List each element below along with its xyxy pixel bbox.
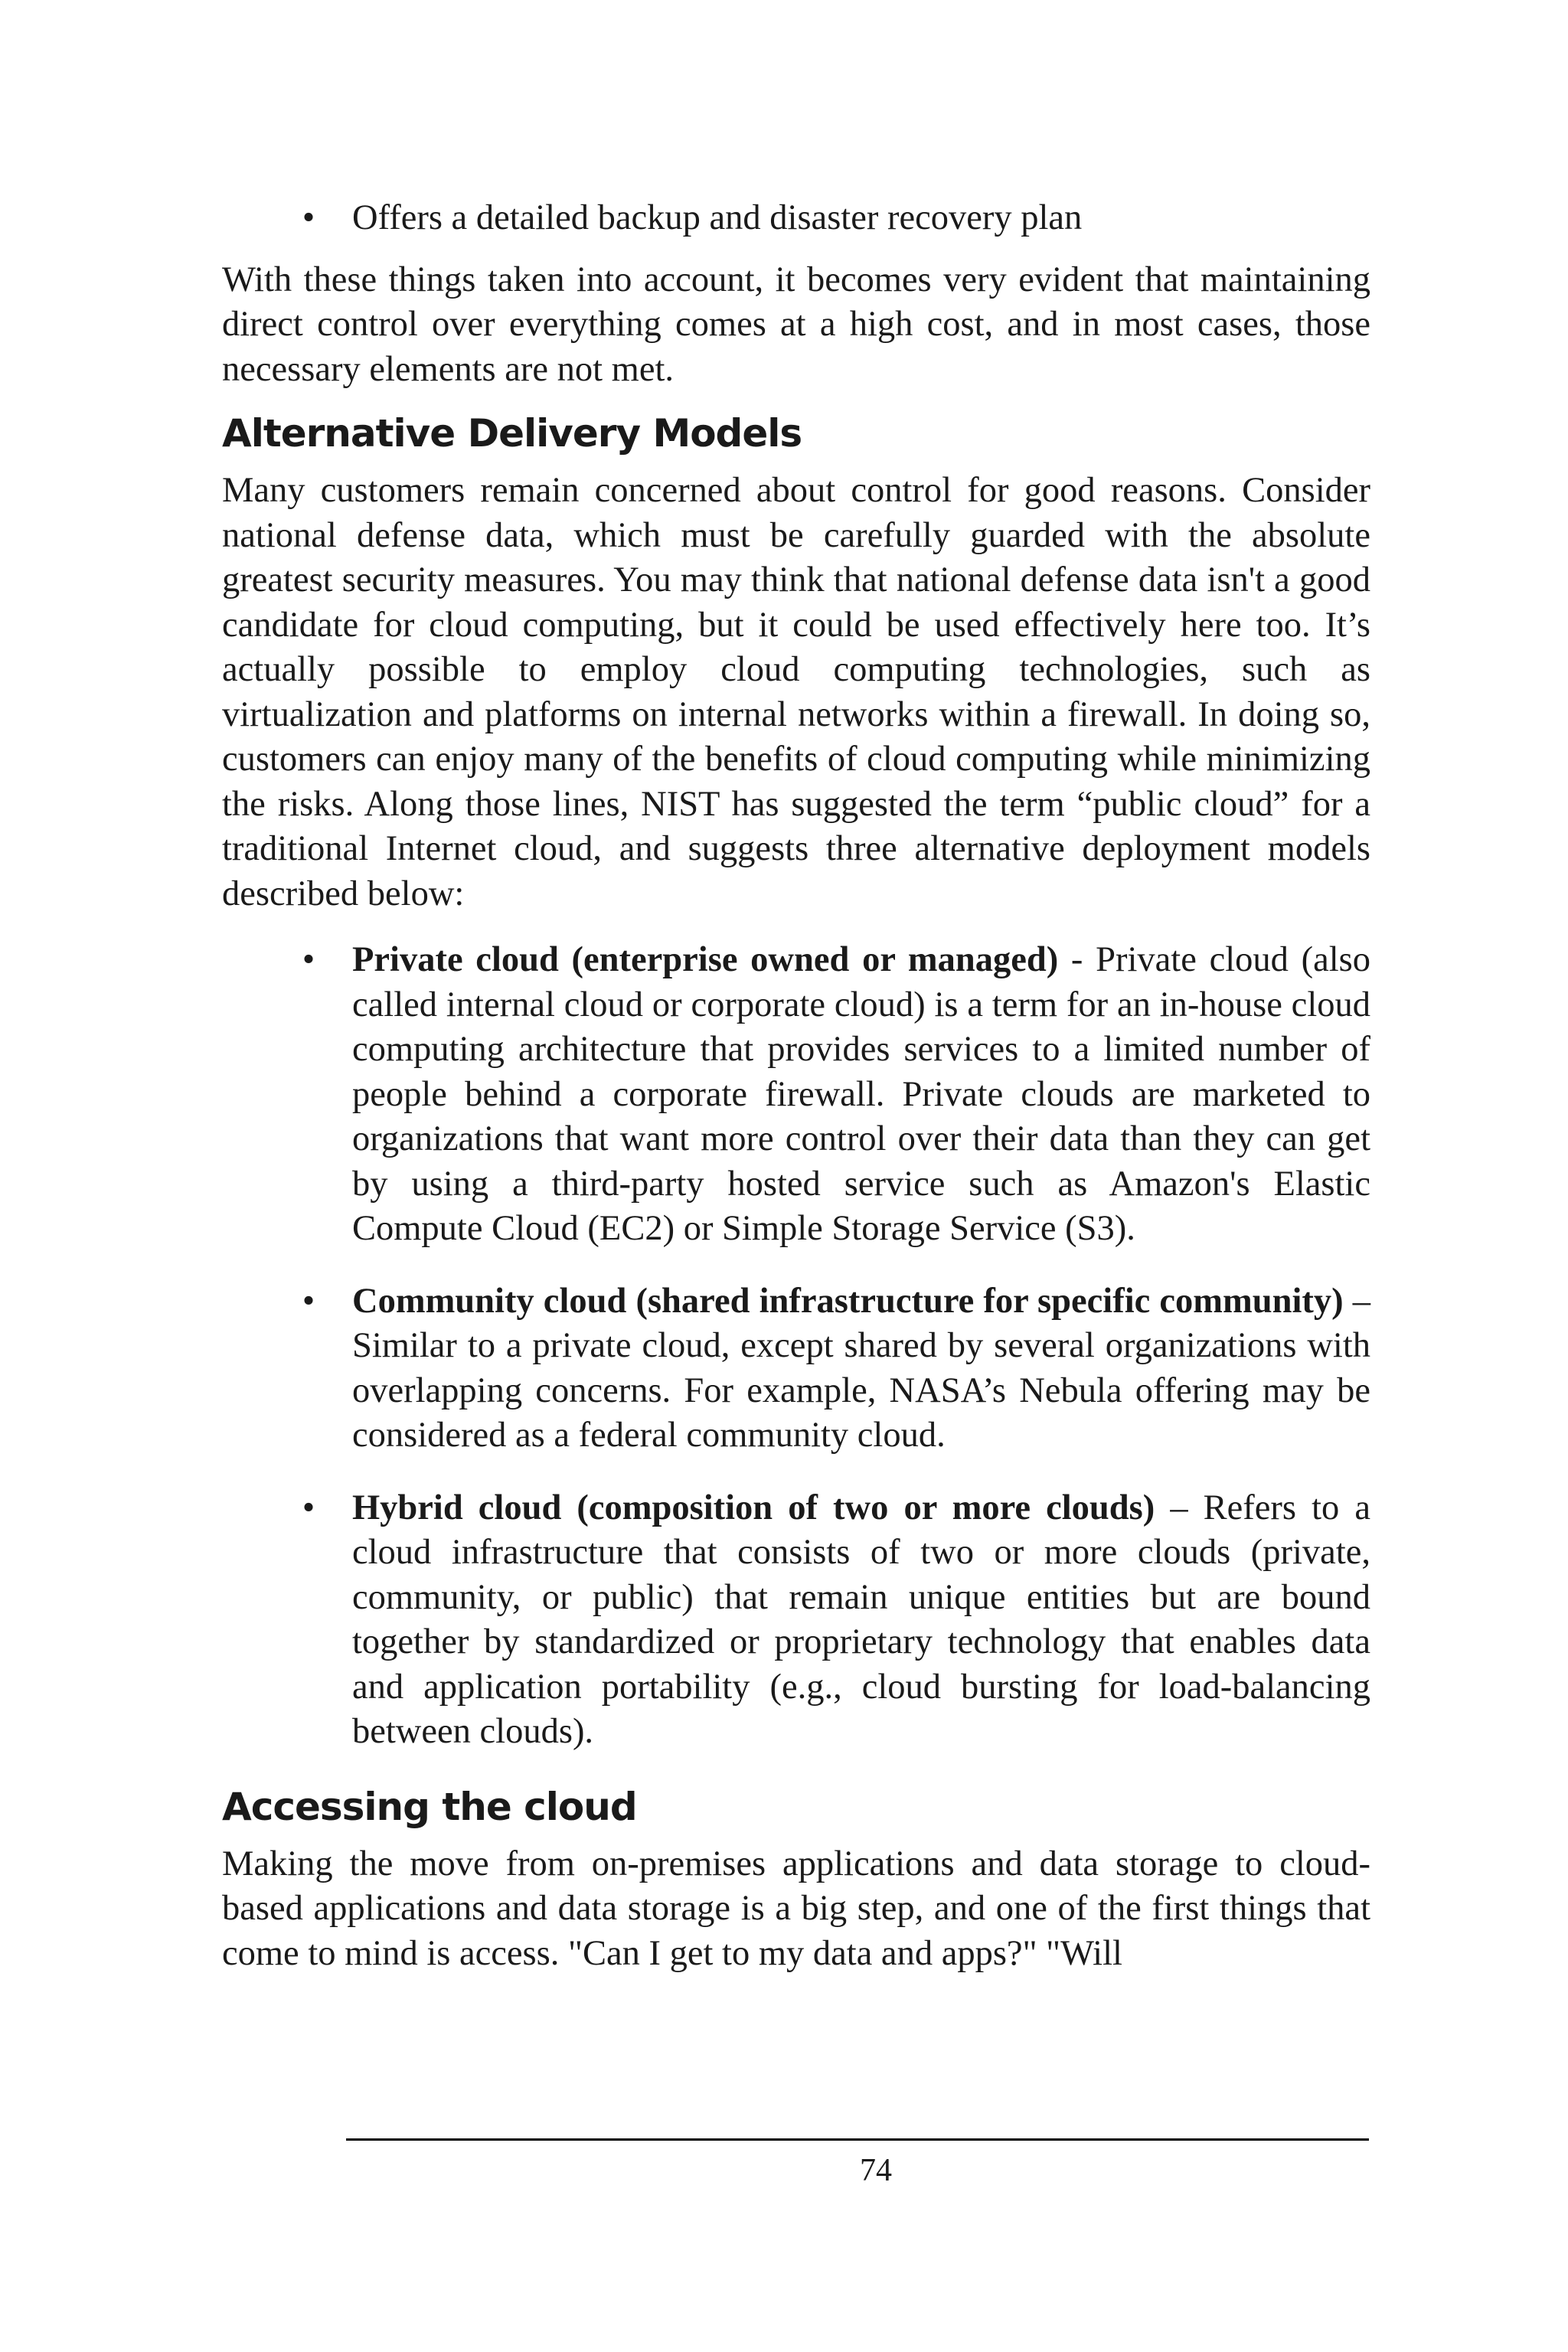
model-description: – Refers to a cloud infrastructure that consists of two or more clouds (private, community, or public) that remain unique entities but are bound together by standardized or proprietary technology that enables data and application portability (e.g., cloud bursting for load-balancing between clouds). — [352, 1488, 1370, 1751]
delivery-models-paragraph: Many customers remain concerned about control for good reasons. Consider national defense data, which must be carefully guarded with the absolute greatest security measures. You may think that national defense data isn't a good candidate for cloud computing, but it could be used effectively here too. It’s actually possible to employ cloud computing technologies, such as virtualization and platforms on internal networks within a firewall. In doing so, customers can enjoy many of the benefits of cloud computing while minimizing the risks. Along those lines, NIST has suggested the term “public cloud” for a traditional Internet cloud, and suggests three alternative deployment models described below: — [222, 471, 1370, 913]
intro-paragraph: With these things taken into account, it becomes very evident that maintaining direct control over everything comes at a high cost, and in most cases, those necessary elements are not met. — [222, 260, 1370, 389]
list-item-hybrid-cloud — [222, 1486, 1370, 1755]
footer-divider — [346, 2138, 1369, 2141]
bullet-icon: • — [302, 940, 315, 979]
intro-bullet-text: Offers a detailed backup and disaster recovery plan — [352, 198, 1083, 237]
bullet-icon: • — [302, 1281, 315, 1321]
list-item-community-cloud — [222, 1279, 1370, 1459]
model-description: - Private cloud (also called internal cloud or corporate cloud) is a term for an in-house cloud computing architecture that provides services to a limited number of people behind a corporate firewall. Private clouds are marketed to organizations that want more control over their data than they can get by using a third-party hosted service such as Amazon's Elastic Compute Cloud (EC2) or Simple Storage Service (S3). — [352, 940, 1370, 1248]
model-term: Private cloud (enterprise owned or managed) — [352, 940, 1059, 979]
section-heading-accessing-cloud: Accessing the cloud — [222, 1784, 637, 1829]
page-number: 74 — [860, 2153, 892, 2188]
intro-bullet-list — [222, 196, 1370, 241]
list-item — [222, 196, 1370, 241]
bullet-icon: • — [302, 1488, 315, 1527]
section-heading-delivery-models: Alternative Delivery Models — [222, 411, 802, 456]
model-term: Community cloud (shared infrastructure for specific community) — [352, 1281, 1344, 1321]
model-term: Hybrid cloud (composition of two or more clouds) — [352, 1488, 1155, 1527]
bullet-icon: • — [302, 198, 315, 237]
model-description: – Similar to a private cloud, except shared by several organizations with overlapping concerns. For example, NASA’s Nebula offering may be considered as a federal community cloud. — [352, 1281, 1370, 1455]
list-item-private-cloud — [222, 938, 1370, 1252]
deployment-models-list — [222, 938, 1370, 1755]
page-content — [222, 196, 1370, 1993]
accessing-cloud-paragraph: Making the move from on-premises applications and data storage to cloud-based applications and data storage is a big step, and one of the first things that come to mind is access. "Can I get to my data and apps?" "Will — [222, 1844, 1370, 1973]
